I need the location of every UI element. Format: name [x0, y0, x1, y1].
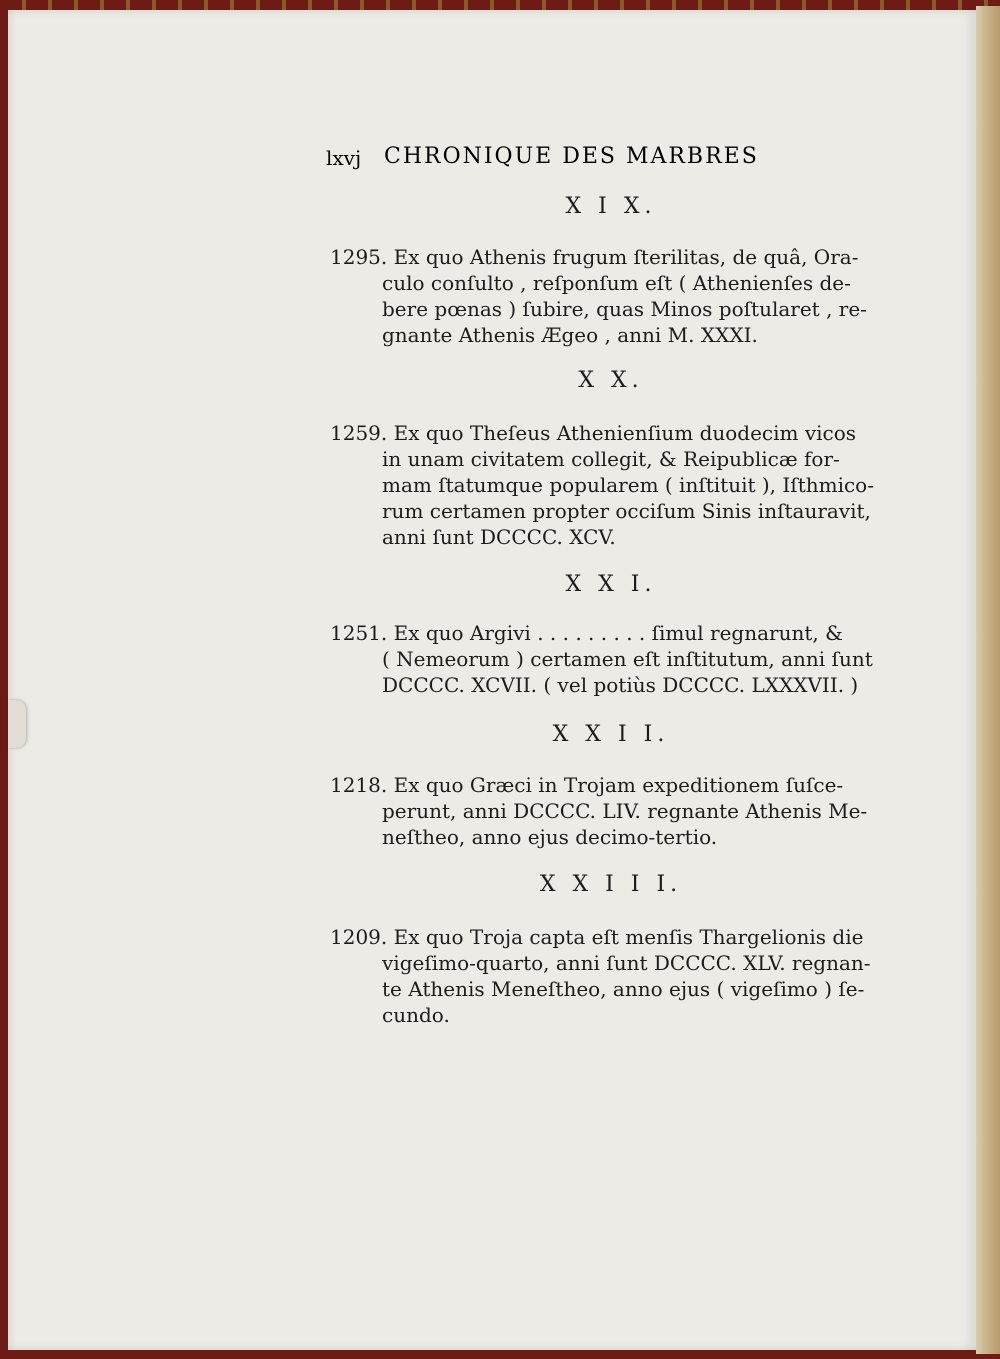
entry-1251	[330, 620, 890, 698]
entry-line: perunt, anni DCCCC. LIV. regnante Athenis Me-	[382, 799, 868, 823]
section-heading-23: X X I I I.	[539, 872, 683, 897]
entry-line: cundo.	[382, 1003, 450, 1027]
entry-line: anni ſunt DCCCC. XCV.	[382, 525, 616, 549]
page-header	[326, 142, 896, 174]
section-heading-22: X X I I.	[552, 722, 670, 747]
entry-line: bere pœnas ) ſubire, quas Minos poſtularet , re-	[382, 297, 867, 321]
entry-line: rum certamen propter occiſum Sinis inſtauravit,	[382, 499, 871, 523]
section-heading-20: X X.	[578, 368, 644, 393]
entry-line: culo conſulto , reſponſum eſt ( Athenienſes de-	[382, 271, 851, 295]
entry-line: 1295. Ex quo Athenis frugum ſterilitas, de quâ, Ora-	[330, 245, 859, 269]
entry-line: gnante Athenis Ægeo , anni M. XXXI.	[382, 323, 758, 347]
entry-1209	[330, 924, 890, 1028]
page-tab-marker	[8, 700, 26, 748]
entry-line: mam ſtatumque popularem ( inſtituit ), Iſthmico-	[382, 473, 874, 497]
running-title: CHRONIQUE DES MARBRES	[384, 144, 759, 169]
entry-line: in unam civitatem collegit, & Reipublicæ for-	[382, 447, 840, 471]
section-heading-21: X X I.	[565, 572, 657, 597]
page-edge-right	[976, 6, 1000, 1354]
entry-line: vigeſimo-quarto, anni ſunt DCCCC. XLV. regnan-	[382, 951, 871, 975]
entry-line: te Athenis Meneſtheo, anno ejus ( vigeſimo ) ſe-	[382, 977, 865, 1001]
folio-number: lxvj	[326, 146, 362, 170]
entry-1295	[330, 244, 890, 348]
entry-line: 1251. Ex quo Argivi . . . . . . . . . ſimul regnarunt, &	[330, 621, 843, 645]
binding-left-edge	[0, 0, 8, 1359]
entry-line: 1218. Ex quo Græci in Trojam expeditionem ſuſce-	[330, 773, 844, 797]
binding-top-edge	[0, 0, 1000, 10]
section-heading-19: X I X.	[565, 194, 657, 219]
entry-line: 1259. Ex quo Theſeus Athenienſium duodecim vicos	[330, 421, 857, 445]
entry-1259	[330, 420, 890, 550]
entry-line: 1209. Ex quo Troja capta eſt menſis Thargelionis die	[330, 925, 864, 949]
entry-line: DCCCC. XCVII. ( vel potiùs DCCCC. LXXXVII. )	[382, 673, 859, 697]
entry-line: neſtheo, anno ejus decimo-tertio.	[382, 825, 718, 849]
entry-1218	[330, 772, 890, 850]
binding-bottom-edge	[0, 1350, 1000, 1359]
entry-line: ( Nemeorum ) certamen eſt inſtitutum, anni ſunt	[382, 647, 873, 671]
